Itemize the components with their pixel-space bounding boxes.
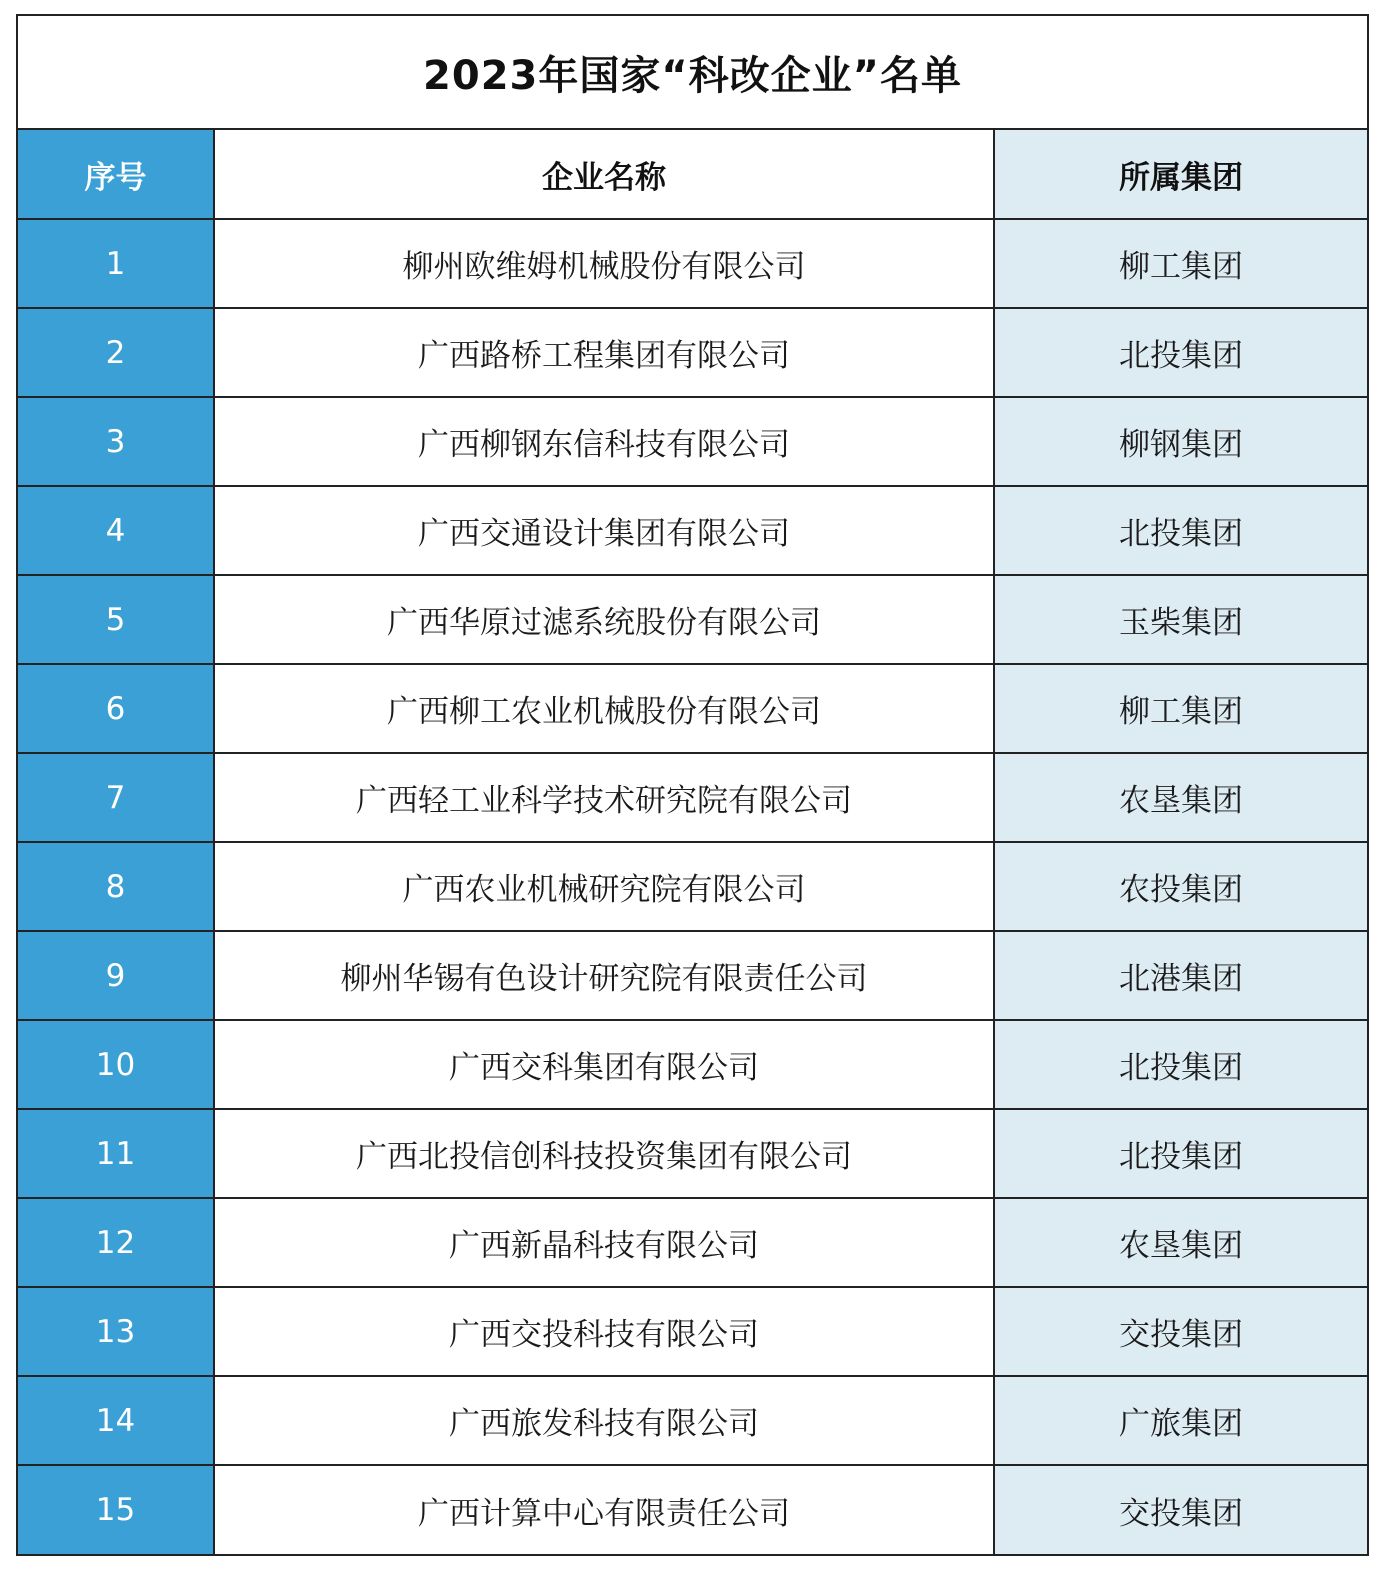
enterprise-name: 柳州欧维姆机械股份有限公司 [214,219,994,308]
table-row [18,1287,1367,1376]
row-index: 15 [18,1465,214,1554]
row-index: 14 [18,1376,214,1465]
enterprise-name: 广西交通设计集团有限公司 [214,486,994,575]
table-header-row [18,130,1367,219]
enterprise-list-sheet [16,14,1369,1556]
enterprise-name: 广西华原过滤系统股份有限公司 [214,575,994,664]
enterprise-name: 广西轻工业科学技术研究院有限公司 [214,753,994,842]
table-row [18,1109,1367,1198]
enterprise-name: 广西交科集团有限公司 [214,1020,994,1109]
table-row [18,842,1367,931]
page-title: 2023年国家“科改企业”名单 [18,16,1367,130]
group-name: 农垦集团 [994,1198,1367,1287]
enterprise-name: 广西新晶科技有限公司 [214,1198,994,1287]
group-name: 北投集团 [994,486,1367,575]
table-row [18,1376,1367,1465]
table-row [18,664,1367,753]
enterprise-name: 广西旅发科技有限公司 [214,1376,994,1465]
row-index: 10 [18,1020,214,1109]
group-name: 交投集团 [994,1465,1367,1554]
enterprise-name: 广西路桥工程集团有限公司 [214,308,994,397]
table-row [18,486,1367,575]
group-name: 广旅集团 [994,1376,1367,1465]
row-index: 4 [18,486,214,575]
row-index: 1 [18,219,214,308]
group-name: 北港集团 [994,931,1367,1020]
enterprise-name: 广西交投科技有限公司 [214,1287,994,1376]
row-index: 6 [18,664,214,753]
group-name: 北投集团 [994,1109,1367,1198]
group-name: 农投集团 [994,842,1367,931]
group-name: 北投集团 [994,1020,1367,1109]
header-group: 所属集团 [994,130,1367,219]
enterprise-name: 广西柳工农业机械股份有限公司 [214,664,994,753]
table-row [18,575,1367,664]
group-name: 柳工集团 [994,664,1367,753]
enterprise-name: 广西北投信创科技投资集团有限公司 [214,1109,994,1198]
header-index: 序号 [18,130,214,219]
group-name: 玉柴集团 [994,575,1367,664]
table-row [18,1198,1367,1287]
row-index: 12 [18,1198,214,1287]
enterprise-table [18,130,1367,1554]
row-index: 3 [18,397,214,486]
group-name: 交投集团 [994,1287,1367,1376]
row-index: 11 [18,1109,214,1198]
table-row [18,219,1367,308]
table-row [18,308,1367,397]
group-name: 柳工集团 [994,219,1367,308]
enterprise-name: 广西计算中心有限责任公司 [214,1465,994,1554]
group-name: 北投集团 [994,308,1367,397]
row-index: 7 [18,753,214,842]
table-body [18,219,1367,1554]
row-index: 9 [18,931,214,1020]
row-index: 5 [18,575,214,664]
group-name: 柳钢集团 [994,397,1367,486]
row-index: 13 [18,1287,214,1376]
table-row [18,1465,1367,1554]
enterprise-name: 广西农业机械研究院有限公司 [214,842,994,931]
table-row [18,1020,1367,1109]
table-row [18,397,1367,486]
enterprise-name: 柳州华锡有色设计研究院有限责任公司 [214,931,994,1020]
row-index: 2 [18,308,214,397]
row-index: 8 [18,842,214,931]
table-row [18,753,1367,842]
table-row [18,931,1367,1020]
group-name: 农垦集团 [994,753,1367,842]
header-enterprise-name: 企业名称 [214,130,994,219]
enterprise-name: 广西柳钢东信科技有限公司 [214,397,994,486]
